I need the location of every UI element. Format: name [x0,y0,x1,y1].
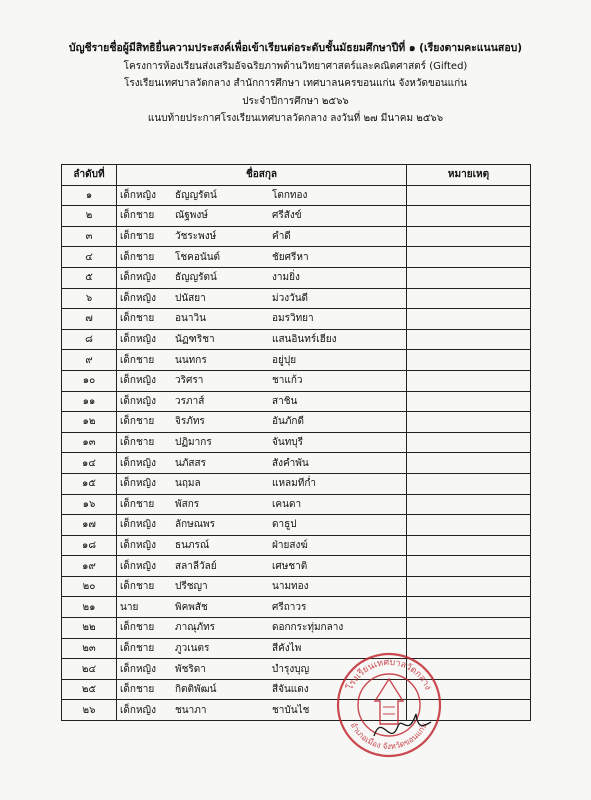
last-name: แสนอินทร์เฮียง [272,334,337,346]
first-name: วริศรา [175,375,204,387]
remark-cell [407,494,531,515]
table-body [62,185,531,720]
table-row [62,288,531,309]
table-row [62,370,531,391]
name-prefix: เด็กชาย [120,313,155,325]
first-name: ภูวเนตร [175,642,210,654]
row-number: ๑๑ [62,391,117,412]
last-name: เคนดา [272,498,302,510]
row-number: ๒๖ [62,700,117,721]
remark-cell [407,638,531,659]
remark-cell [407,515,531,536]
table-row [62,350,531,371]
name-prefix: เด็กชาย [120,642,155,654]
last-name: คำดี [272,231,291,243]
academic-year: ประจำปีการศึกษา ๒๕๖๖ [242,95,349,107]
project-name: โครงการห้องเรียนส่งเสริมอัจฉริยภาพด้านวิทยาศาสตร์และคณิตศาสตร์ (Gifted) [123,60,468,72]
name-prefix: เด็กชาย [120,416,155,428]
first-name: นฤมล [175,478,201,490]
row-number: ๒๑ [62,597,117,618]
name-prefix: นาย [120,601,139,613]
remark-cell [407,329,531,350]
name-prefix: เด็กหญิง [120,395,156,407]
table-row [62,700,531,721]
student-name-cell [117,494,407,515]
table-row [62,329,531,350]
table-row [62,576,531,597]
name-prefix: เด็กชาย [120,251,155,263]
name-prefix: เด็กหญิง [120,457,156,469]
row-number: ๒๐ [62,576,117,597]
last-name: งามยิ่ง [272,272,300,284]
row-number: ๒๓ [62,638,117,659]
first-name: ปฏิมากร [175,437,212,449]
first-name: กิตติพัฒน์ [175,684,217,696]
name-prefix: เด็กชาย [120,622,155,634]
remark-cell [407,700,531,721]
remark-cell [407,597,531,618]
row-number: ๓ [62,226,117,247]
last-name: ศรีสังข์ [272,210,302,222]
remark-cell [407,370,531,391]
last-name: อันภักดี [272,416,304,428]
last-name: สีจันแดง [272,684,309,696]
remark-cell [407,679,531,700]
student-name-cell [117,597,407,618]
table-row [62,206,531,227]
name-prefix: เด็กชาย [120,684,155,696]
row-number: ๑๗ [62,515,117,536]
student-name-cell [117,370,407,391]
first-name: ชนาภา [175,704,207,716]
table-row [62,515,531,536]
last-name: ฝ่ายสงฆ์ [272,539,308,551]
student-name-cell [117,556,407,577]
first-name: โชคอนันต์ [175,251,221,263]
student-name-cell [117,226,407,247]
row-number: ๒๕ [62,679,117,700]
table-row [62,638,531,659]
table-row [62,453,531,474]
name-prefix: เด็กชาย [120,210,155,222]
remark-cell [407,556,531,577]
first-name: จิรภัทร [175,416,205,428]
first-name: วรภาส์ [175,395,205,407]
table-row [62,494,531,515]
last-name: สาชิน [272,395,298,407]
remark-cell [407,309,531,330]
student-name-cell [117,288,407,309]
row-number: ๑๒ [62,412,117,433]
table-row [62,391,531,412]
remark-cell [407,185,531,206]
table-row [62,679,531,700]
table-header-row [62,165,531,186]
student-name-cell [117,659,407,680]
name-prefix: เด็กหญิง [120,663,156,675]
name-prefix: เด็กหญิง [120,519,156,531]
first-name: พัชริดา [175,663,206,675]
last-name: แหลมทีก่ำ [272,478,317,490]
first-name: ภาณุภัทร [175,622,216,634]
remark-cell [407,267,531,288]
table-row [62,618,531,639]
row-number: ๑๘ [62,535,117,556]
row-number: ๒ [62,206,117,227]
name-prefix: เด็กชาย [120,437,155,449]
student-name-cell [117,473,407,494]
row-number: ๙ [62,350,117,371]
remark-cell [407,576,531,597]
table-row [62,432,531,453]
name-prefix: เด็กหญิง [120,560,156,572]
first-name: วัชระพงษ์ [175,231,217,243]
last-name: นามทอง [272,581,309,593]
announcement-reference: แนบท้ายประกาศโรงเรียนเทศบาลวัดกลาง ลงวันที่ ๒๗ มีนาคม ๒๕๖๖ [147,113,444,124]
student-name-cell [117,432,407,453]
remark-cell [407,453,531,474]
first-name: พิคพสัช [175,601,208,613]
row-number: ๕ [62,267,117,288]
last-name: ศรีถาวร [272,601,307,613]
last-name: จันทบุรี [272,437,304,449]
first-name: ปรีชญา [175,581,208,593]
remark-cell [407,288,531,309]
last-name: สังคำพัน [272,457,309,469]
student-name-cell [117,206,407,227]
table-row [62,226,531,247]
name-prefix: เด็กหญิง [120,539,156,551]
row-number: ๒๒ [62,618,117,639]
student-name-cell [117,453,407,474]
last-name: เศษชาติ [272,560,308,572]
column-header-remark: หมายเหตุ [407,165,531,186]
row-number: ๘ [62,329,117,350]
last-name: บำรุงบุญ [272,663,310,675]
student-name-cell [117,679,407,700]
student-name-cell [117,535,407,556]
last-name: ชัยศรีหา [272,251,309,263]
table-row [62,267,531,288]
school-name: โรงเรียนเทศบาลวัดกลาง สำนักการศึกษา เทศบาลนครขอนแก่น จังหวัดขอนแก่น [124,78,467,89]
remark-cell [407,206,531,227]
name-prefix: เด็กชาย [120,354,155,366]
student-name-cell [117,350,407,371]
name-prefix: เด็กชาย [120,498,155,510]
first-name: ธนภรณ์ [175,539,210,551]
table-row [62,309,531,330]
document-title: บัญชีรายชื่อผู้มีสิทธิยื่นความประสงค์เพื่อเข้าเรียนต่อระดับชั้นมัธยมศึกษาปีที่ ๑ (เรียงตามคะแนนสอบ) [68,42,523,54]
row-number: ๒๔ [62,659,117,680]
remark-cell [407,473,531,494]
first-name: ลักษณพร [175,519,216,531]
last-name: ชาบันไช [272,704,310,716]
name-prefix: เด็กหญิง [120,334,156,346]
name-prefix: เด็กหญิง [120,189,156,201]
first-name: นนทกร [175,354,207,366]
last-name: ชาแก้ว [272,375,303,387]
student-name-cell [117,412,407,433]
student-name-cell [117,576,407,597]
student-name-cell [117,700,407,721]
row-number: ๔ [62,247,117,268]
student-name-cell [117,309,407,330]
svg-text:อำเภอเมือง จังหวัดขอนแก่น [349,721,430,752]
first-name: ปนัสยา [175,292,206,304]
student-name-cell [117,618,407,639]
name-prefix: เด็กชาย [120,581,155,593]
row-number: ๑๔ [62,453,117,474]
name-prefix: เด็กหญิง [120,292,156,304]
student-name-cell [117,515,407,536]
name-prefix: เด็กหญิง [120,704,156,716]
last-name: โตกทอง [272,189,308,201]
first-name: อนาวิน [175,313,206,325]
table-row [62,247,531,268]
last-name: อมรวิทยา [272,313,314,325]
student-name-cell [117,638,407,659]
row-number: ๑๓ [62,432,117,453]
name-prefix: เด็กหญิง [120,375,156,387]
column-header-number: ลำดับที่ [62,165,117,186]
student-name-cell [117,267,407,288]
table-row [62,597,531,618]
first-name: ธัญญรัตน์ [175,189,217,201]
table-row [62,185,531,206]
first-name: สลาลีวัลย์ [175,560,217,572]
remark-cell [407,432,531,453]
row-number: ๑ [62,185,117,206]
column-header-name: ชื่อสกุล [117,165,407,186]
last-name: อยู่ปุย [272,354,297,366]
remark-cell [407,226,531,247]
remark-cell [407,391,531,412]
table-row [62,473,531,494]
remark-cell [407,350,531,371]
first-name: พัสกร [175,498,200,510]
table-row [62,659,531,680]
remark-cell [407,412,531,433]
row-number: ๖ [62,288,117,309]
first-name: ธัญญรัตน์ [175,272,217,284]
document-header [0,40,591,128]
row-number: ๑๐ [62,370,117,391]
last-name: สีคังไพ [272,642,302,654]
seal-bottom-text: อำเภอเมือง จังหวัดขอนแก่น [348,720,430,752]
student-name-cell [117,185,407,206]
first-name: นัฏฑริชา [175,334,215,346]
name-prefix: เด็กชาย [120,231,155,243]
student-name-cell [117,391,407,412]
last-name: ดอกกระทุ่มกลาง [272,622,344,634]
last-name: ดาธูป [272,519,297,531]
row-number: ๑๕ [62,473,117,494]
table-row [62,412,531,433]
row-number: ๑๖ [62,494,117,515]
student-list-table [61,164,531,721]
name-prefix: เด็กหญิง [120,478,156,490]
table-row [62,535,531,556]
first-name: นภัสสร [175,457,207,469]
first-name: ณัฐพงษ์ [175,210,208,222]
remark-cell [407,659,531,680]
last-name: ม่วงวันดี [272,292,309,304]
remark-cell [407,618,531,639]
remark-cell [407,247,531,268]
seal-top-text: โรงเรียนเทศบาลวัดกลาง [345,657,433,692]
student-name-cell [117,247,407,268]
name-prefix: เด็กหญิง [120,272,156,284]
row-number: ๑๙ [62,556,117,577]
remark-cell [407,535,531,556]
table-row [62,556,531,577]
student-name-cell [117,329,407,350]
row-number: ๗ [62,309,117,330]
